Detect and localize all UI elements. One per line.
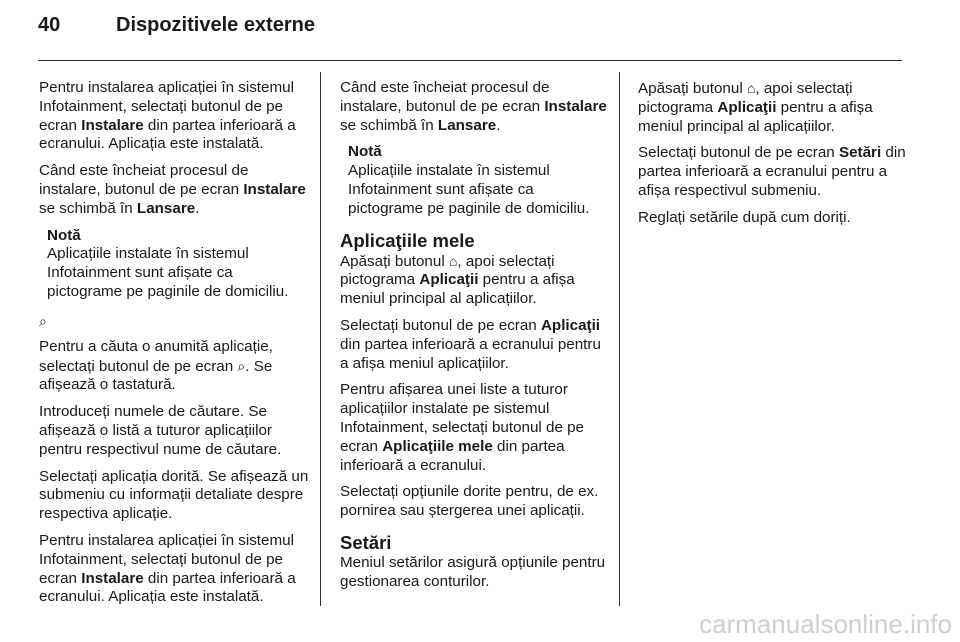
- column-1: [39, 79, 309, 615]
- paragraph: Pentru instalarea aplicației în sistemul Infotainment, selectați butonul de pe ecran Instalare din partea inferioară a ecranului. Aplicația este instalată.: [39, 79, 296, 153]
- header-rule: [38, 60, 902, 61]
- search-icon: ⌕: [237, 357, 246, 374]
- paragraph: Apăsați butonul ⌂, apoi selectați pictograma Aplicaţii pentru a afișa meniul principal al aplicațiilor.: [638, 80, 873, 135]
- section-heading-my-apps: Aplicaţiile mele: [340, 229, 475, 251]
- paragraph: Selectați butonul de pe ecran Setări din partea inferioară a ecranului pentru a afișa respectivul submeniu.: [638, 144, 906, 199]
- paragraph: Meniul setărilor asigură opțiunile pentru gestionarea conturilor.: [340, 553, 606, 590]
- watermark: carmanualsonline.info: [699, 609, 952, 639]
- paragraph: Pentru instalarea aplicației în sistemul Infotainment, selectați butonul de pe ecran Instalare din partea inferioară a ecranului. Aplicația este instalată.: [39, 531, 296, 606]
- paragraph: Apăsați butonul ⌂, apoi selectați pictograma Aplicaţii pentru a afișa meniul principal al aplicațiilor.: [340, 252, 575, 308]
- page-header: [38, 14, 902, 46]
- paragraph: Pentru afișarea unei liste a tuturor aplicațiilor instalate pe sistemul Infotainment, selectați butonul de pe ecran Aplicaţiile mele din partea inferioară a ecranului.: [340, 381, 585, 474]
- page-title: Dispozitivele externe: [116, 14, 315, 36]
- home-icon: ⌂: [746, 80, 756, 96]
- paragraph: Când este încheiat procesul de instalare, butonul de pe ecran Instalare se schimbă în Lansare.: [340, 79, 607, 134]
- paragraph: Selectați butonul de pe ecran Aplicaţii din partea inferioară a ecranului pentru a afișa meniul aplicațiilor.: [340, 316, 601, 372]
- note-box: [348, 143, 610, 218]
- note-title: Notă: [348, 143, 382, 161]
- column-divider-1: [320, 72, 321, 606]
- paragraph: Reglați setările după cum doriți.: [638, 208, 851, 226]
- column-3: [638, 79, 908, 236]
- paragraph: Selectați opțiunile dorite pentru, de ex. pornirea sau ștergerea unei aplicații.: [340, 483, 599, 520]
- home-icon: ⌂: [448, 252, 458, 269]
- note-title: Notă: [47, 226, 81, 244]
- paragraph: Când este încheiat procesul de instalare, butonul de pe ecran Instalare se schimbă în Lansare.: [39, 162, 306, 217]
- column-divider-2: [619, 72, 620, 606]
- paragraph: Pentru a căuta o anumită aplicație, selectați butonul de pe ecran ⌕. Se afișează o tastatură.: [39, 337, 273, 394]
- paragraph: Selectați aplicația dorită. Se afișează un submeniu cu informații detaliate despre respectiva aplicație.: [39, 467, 309, 523]
- search-icon: ⌕: [39, 312, 47, 329]
- note-text: Aplicațiile instalate în sistemul Infotainment sunt afișate ca pictograme pe paginile de domiciliu.: [348, 162, 590, 217]
- paragraph: Introduceți numele de căutare. Se afișează o listă a tuturor aplicațiilor pentru respectivul nume de căutare.: [39, 403, 282, 458]
- note-box: [47, 227, 309, 302]
- note-text: Aplicațiile instalate în sistemul Infotainment sunt afișate ca pictograme pe paginile de domiciliu.: [47, 245, 289, 300]
- column-2: [340, 79, 610, 600]
- section-heading-settings: Setări: [340, 531, 392, 553]
- page-number: 40: [38, 14, 61, 36]
